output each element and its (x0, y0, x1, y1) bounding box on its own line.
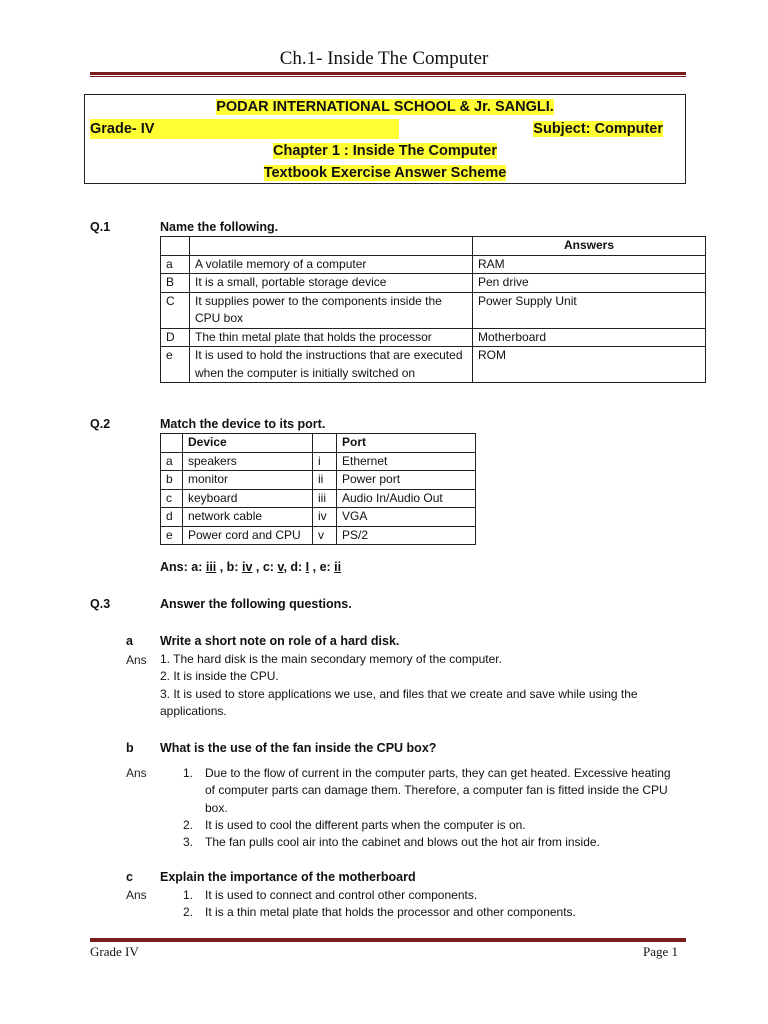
row-port: PS/2 (337, 526, 476, 545)
table-row (161, 471, 476, 490)
row-port: Power port (337, 471, 476, 490)
table-row (161, 526, 476, 545)
q1-title: Name the following. (160, 220, 279, 234)
row-port: VGA (337, 508, 476, 527)
header-rule (90, 72, 686, 77)
q2-answer: Ans: a: iii , b: iv , c: v, d: I , e: ii (160, 560, 342, 574)
grade-label: Grade- IV (90, 119, 399, 139)
row-port: Ethernet (337, 452, 476, 471)
list-item: 1. It is used to connect and control other components. (183, 888, 478, 902)
chapter-title: Chapter 1 : Inside The Computer (273, 143, 497, 159)
table-row (161, 489, 476, 508)
table-row (161, 328, 706, 347)
footer-rule (90, 937, 686, 942)
q3a-ans-label: Ans (126, 653, 147, 667)
q3a-question: Write a short note on role of a hard disk. (160, 634, 400, 648)
list-item: 1. Due to the flow of current in the computer parts, they can get heated. Excessive heating of computer parts can damage them. Therefore, a computer fan is fitted inside the CPU box. (183, 766, 671, 815)
q2-table (160, 433, 476, 545)
footer-grade: Grade IV (90, 944, 139, 959)
q3b-answer-list (183, 765, 673, 851)
table-row (161, 292, 706, 328)
row-question: It supplies power to the components inside the CPU box (190, 292, 473, 328)
row-letter: a (161, 255, 190, 274)
row-answer: ROM (473, 347, 706, 383)
table-row (161, 274, 706, 293)
row-answer: Pen drive (473, 274, 706, 293)
row-roman: iii (313, 489, 337, 508)
subject-label: Subject: Computer (533, 121, 663, 137)
row-letter: b (161, 471, 183, 490)
row-letter: C (161, 292, 190, 328)
row-device: Power cord and CPU (183, 526, 313, 545)
row-letter: a (161, 452, 183, 471)
q3a-answer: 1. The hard disk is the main secondary memory of the computer. 2. It is inside the CPU. 3. It is used to store applications we use, and files that we create and save while using the applications. (160, 652, 638, 718)
scheme-title: Textbook Exercise Answer Scheme (263, 165, 507, 181)
row-question: It is a small, portable storage device (190, 274, 473, 293)
q1-table (160, 236, 706, 383)
row-device: network cable (183, 508, 313, 527)
table-row (161, 255, 706, 274)
row-letter: e (161, 347, 190, 383)
q1-number: Q.1 (90, 220, 111, 234)
row-roman: i (313, 452, 337, 471)
row-device: speakers (183, 452, 313, 471)
row-letter: B (161, 274, 190, 293)
answers-header: Answers (473, 237, 706, 256)
q2-title: Match the device to its port. (160, 417, 326, 431)
q3b-letter: b (126, 741, 134, 755)
row-roman: v (313, 526, 337, 545)
q3b-question: What is the use of the fan inside the CPU box? (160, 741, 437, 755)
row-letter: e (161, 526, 183, 545)
q3b-ans-label: Ans (126, 766, 147, 780)
table-row (161, 508, 476, 527)
row-question: A volatile memory of a computer (190, 255, 473, 274)
school-header-box (84, 94, 686, 184)
school-name: PODAR INTERNATIONAL SCHOOL & Jr. SANGLI. (216, 99, 554, 115)
row-question: It is used to hold the instructions that are executed when the computer is initially switched on (190, 347, 473, 383)
q3c-answer-list (183, 887, 683, 922)
list-item: 3. The fan pulls cool air into the cabinet and blows out the hot air from inside. (183, 835, 600, 850)
row-question: The thin metal plate that holds the processor (190, 328, 473, 347)
q2-number: Q.2 (90, 417, 111, 431)
footer-page-number: Page 1 (642, 944, 678, 959)
table-row (161, 452, 476, 471)
table-row (161, 347, 706, 383)
page-title: Ch.1- Inside The Computer (279, 48, 489, 69)
row-device: keyboard (183, 489, 313, 508)
row-roman: iv (313, 508, 337, 527)
port-header: Port (337, 434, 476, 453)
list-item: 2. It is used to cool the different parts when the computer is on. (183, 817, 526, 832)
list-item: 2. It is a thin metal plate that holds the processor and other components. (183, 905, 576, 920)
row-letter: d (161, 508, 183, 527)
q3c-question: Explain the importance of the motherboard (160, 870, 416, 884)
q3-number: Q.3 (90, 597, 111, 611)
row-letter: D (161, 328, 190, 347)
row-port: Audio In/Audio Out (337, 489, 476, 508)
q3a-letter: a (126, 634, 133, 648)
row-roman: ii (313, 471, 337, 490)
row-answer: Power Supply Unit (473, 292, 706, 328)
q3c-ans-label: Ans (126, 888, 147, 902)
q3-title: Answer the following questions. (160, 597, 352, 611)
row-letter: c (161, 489, 183, 508)
device-header: Device (183, 434, 313, 453)
row-answer: Motherboard (473, 328, 706, 347)
q3c-letter: c (126, 870, 133, 884)
row-answer: RAM (473, 255, 706, 274)
row-device: monitor (183, 471, 313, 490)
